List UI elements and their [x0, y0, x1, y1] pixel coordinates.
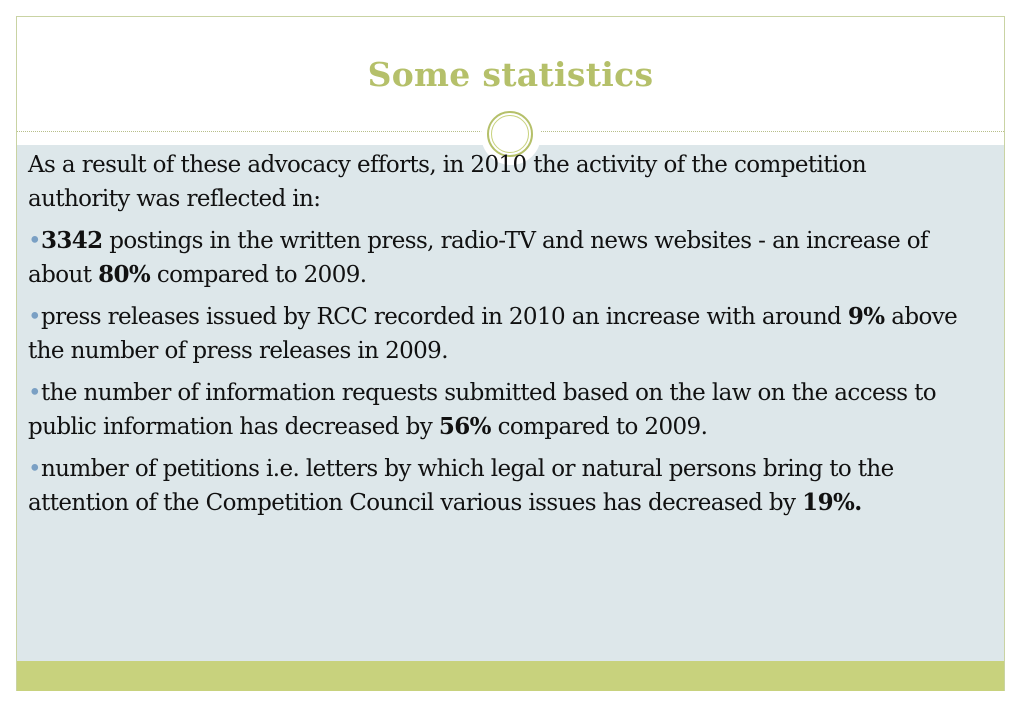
bullet-icon: •: [28, 228, 41, 254]
bullet-item-information-requests: [28, 376, 963, 444]
bullet-text: the number of information requests submitted based on the law on the access to public information has decreased by: [28, 380, 937, 440]
bullet-text: compared to 2009.: [490, 414, 708, 440]
bullet-icon: •: [28, 456, 41, 482]
requests-decrease: 56%: [438, 413, 491, 440]
bullet-text: postings in the written press, radio-TV and news websites - an increase of about: [28, 228, 928, 288]
bullet-item-press-releases: [28, 300, 963, 368]
postings-count: 3342: [40, 227, 103, 254]
body-text: [28, 148, 963, 528]
intro-paragraph: As a result of these advocacy efforts, in 2010 the activity of the competition authority was reflected in:: [28, 152, 867, 212]
bullet-item-postings: [28, 224, 963, 292]
footer-bar: [17, 661, 1004, 691]
petitions-decrease: 19%.: [802, 489, 862, 516]
bullet-text: number of petitions i.e. letters by which legal or natural persons bring to the attention of the Competition Council various issues has decreased by: [28, 456, 894, 516]
bullet-text: above the number of press releases in 2009.: [28, 304, 958, 364]
bullet-icon: •: [28, 304, 41, 330]
bullet-text: press releases issued by RCC recorded in 2010 an increase with around: [40, 304, 848, 330]
bullet-item-petitions: [28, 452, 963, 520]
press-release-increase: 9%: [847, 303, 885, 330]
slide-title: Some statistics: [367, 55, 654, 94]
postings-increase: 80%: [98, 261, 151, 288]
bullet-text: compared to 2009.: [150, 262, 367, 288]
bullet-icon: •: [28, 380, 41, 406]
